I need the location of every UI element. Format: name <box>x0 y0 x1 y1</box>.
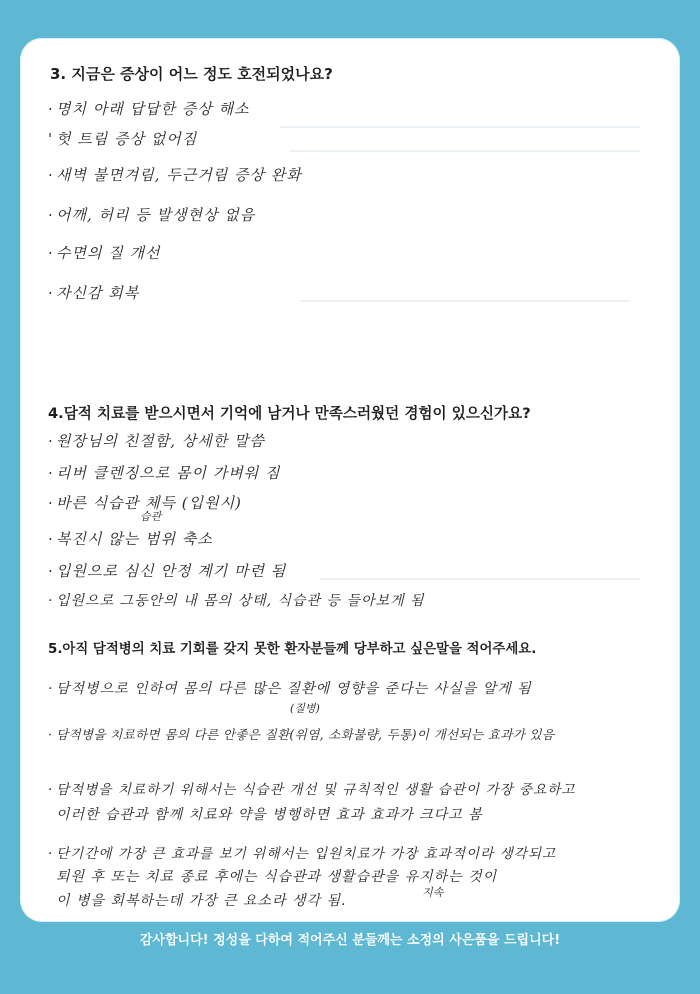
answer-text: 단기간에 가장 큰 효과를 보기 위해서는 입원치료가 가장 효과적이라 생각되고 <box>56 846 557 862</box>
question-3: 3. 지금은 증상이 어느 정도 호전되었나요? <box>50 65 333 83</box>
answer-item: · 단기간에 가장 큰 효과를 보기 위해서는 입원치료가 가장 효과적이라 생각되고 <box>48 846 557 862</box>
answer-item <box>56 804 483 824</box>
answer-item: · 바른 식습관 체득 (입원시) <box>48 494 242 512</box>
answer-text: 복진시 않는 범위 축소 <box>56 530 213 548</box>
answer-text: 담적병을 치료하기 위해서는 식습관 개선 및 규칙적인 생활 습관이 가장 중요하고 <box>56 782 576 798</box>
answer-text: 바른 식습관 체득 (입원시) <box>56 494 242 512</box>
bleed-line <box>280 126 640 128</box>
answer-text: 이 병을 회복하는데 가장 큰 요소라 생각 됨. <box>56 893 347 909</box>
bleed-line <box>300 300 630 302</box>
answer-item: · 리버 클렌징으로 몸이 가벼워 짐 <box>48 464 281 482</box>
bleed-line <box>320 578 640 580</box>
handwritten-insertion: 습관 <box>140 510 162 523</box>
answer-text: 자신감 회복 <box>56 284 140 302</box>
answer-item: · 담적병으로 인하여 몸의 다른 많은 질환에 영향을 준다는 사실을 알게 됨 <box>48 681 532 697</box>
footer-thanks: 감사합니다! 정성을 다하여 적어주신 분들께는 소정의 사은품을 드립니다! <box>139 933 561 948</box>
answer-text: 퇴원 후 또는 치료 종료 후에는 식습관과 생활습관을 유지하는 것이 <box>56 869 498 885</box>
survey-sheet <box>20 38 680 922</box>
question-5: 5.아직 담적병의 치료 기회를 갖지 못한 환자분들께 당부하고 싶은말을 적어주세요. <box>48 642 537 657</box>
answer-text: 어깨, 허리 등 발생현상 없음 <box>56 206 256 224</box>
answer-item <box>56 890 347 910</box>
answer-text: 담적병으로 인하여 몸의 다른 많은 질환에 영향을 준다는 사실을 알게 됨 <box>56 681 532 697</box>
answer-item: · 입원으로 그동안의 내 몸의 상태, 식습관 등 들아보게 됨 <box>48 593 425 609</box>
answer-text: 이러한 습관과 함께 치료와 약을 병행하면 효과 효과가 크다고 봄 <box>56 807 483 823</box>
answer-item: ' 헛 트림 증상 없어짐 <box>48 130 198 148</box>
answer-item: · 어깨, 허리 등 발생현상 없음 <box>48 206 256 224</box>
answer-item <box>56 866 497 886</box>
answer-item: · 자신감 회복 <box>48 284 140 302</box>
answer-text: 담적병을 치료하면 몸의 다른 안좋은 질환(위염, 소화불량, 두통)이 개선되는 효과가 있음 <box>56 727 555 742</box>
answer-item: · 담적병을 치료하면 몸의 다른 안좋은 질환(위염, 소화불량, 두통)이 개선되는 효과가 있음 <box>48 727 555 742</box>
answer-text: 입원으로 심신 안정 계기 마련 됨 <box>56 562 287 580</box>
answer-item: · 담적병을 치료하기 위해서는 식습관 개선 및 규칙적인 생활 습관이 가장 중요하고 <box>48 782 576 798</box>
answer-item: · 명치 아래 답답한 증상 해소 <box>48 100 250 118</box>
answer-item: · 원장님의 친절함, 상세한 말씀 <box>48 432 265 450</box>
answer-text: 리버 클렌징으로 몸이 가벼워 짐 <box>56 464 281 482</box>
bleed-line <box>290 150 640 152</box>
handwritten-insertion: 지속 <box>422 886 444 899</box>
answer-item: · 복진시 않는 범위 축소 <box>48 530 213 548</box>
answer-text: 수면의 질 개선 <box>56 244 161 262</box>
question-4: 4.담적 치료를 받으시면서 기억에 남거나 만족스러웠던 경험이 있으신가요? <box>48 405 531 422</box>
answer-item: · 수면의 질 개선 <box>48 244 161 262</box>
answer-text: 새벽 불면겨림, 두근거림 증상 완화 <box>56 166 302 184</box>
answer-text: 입원으로 그동안의 내 몸의 상태, 식습관 등 들아보게 됨 <box>56 593 425 609</box>
answer-text: 원장님의 친절함, 상세한 말씀 <box>56 432 265 450</box>
answer-item: · 새벽 불면겨림, 두근거림 증상 완화 <box>48 166 302 184</box>
answer-text: 명치 아래 답답한 증상 해소 <box>56 100 250 118</box>
answer-text: 헛 트림 증상 없어짐 <box>56 130 198 148</box>
answer-item: · 입원으로 심신 안정 계기 마련 됨 <box>48 562 287 580</box>
handwritten-insertion: (질병) <box>290 702 320 715</box>
